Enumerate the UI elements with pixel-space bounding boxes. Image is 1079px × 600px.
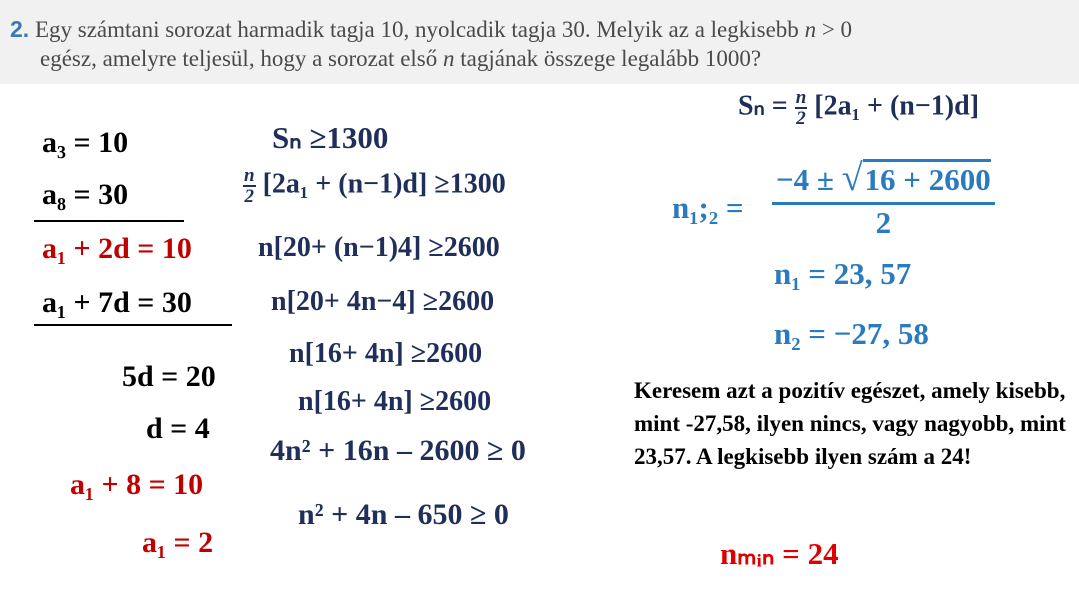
fraction-denominator: 2 — [244, 186, 255, 207]
eq-5d: 5d = 20 — [122, 360, 216, 393]
quadratic-lhs: n₁;₂ = — [672, 190, 744, 225]
sum-formula-rest: [2a₁ + (n−1)d] — [814, 90, 980, 122]
quadratic-numerator — [772, 156, 995, 205]
sum-formula-lhs: Sₙ = — [738, 90, 788, 122]
fraction-numerator: n — [244, 165, 255, 186]
problem-text-1b: > 0 — [821, 17, 853, 42]
eq-a3: a₃ = 10 — [42, 126, 129, 159]
eq-substitute: a₁ + 8 = 10 — [70, 468, 204, 501]
sum-fraction-numerator: n — [795, 87, 807, 108]
eq-system-1: a₁ + 2d = 10 — [42, 232, 192, 265]
quadratic-num-a: −4 ± — [776, 162, 834, 197]
eq-a1: a₁ = 2 — [142, 526, 214, 559]
eq-a8: a₈ = 30 — [42, 178, 129, 211]
root-n1: n₁ = 23, 57 — [774, 256, 912, 291]
sum-fraction-denominator: 2 — [796, 108, 806, 129]
problem-line-1 — [10, 16, 852, 43]
problem-var-n-2: n — [443, 46, 455, 71]
divider-line-1 — [34, 220, 184, 222]
quadratic-fraction — [772, 156, 995, 241]
ineq-5: n[16+ 4n] ≥2600 — [289, 338, 483, 369]
ineq-4: n[20+ 4n−4] ≥2600 — [271, 286, 495, 317]
problem-text-1a: Egy számtani sorozat harmadik tagja 10, nyolcadik tagja 30. Melyik az a legkisebb — [34, 17, 799, 42]
divider-line-2 — [34, 324, 232, 326]
problem-text-2b: tagjának összege legalább 1000? — [460, 46, 762, 71]
ineq-3: n[20+ (n−1)4] ≥2600 — [258, 232, 500, 263]
ineq-6: n[16+ 4n] ≥2600 — [298, 386, 492, 417]
answer-nmin: nₘᵢₙ = 24 — [720, 536, 839, 571]
root-n2: n₂ = −27, 58 — [774, 316, 929, 351]
fraction-n-over-2 — [243, 166, 256, 206]
ineq-8: n² + 4n – 650 ≥ 0 — [298, 498, 509, 531]
sqrt-icon: √ — [841, 157, 863, 199]
quadratic-denominator: 2 — [875, 205, 892, 240]
sum-formula — [738, 88, 979, 128]
sum-fraction — [795, 88, 808, 128]
problem-line-2 — [40, 46, 761, 72]
eq-system-2: a₁ + 7d = 30 — [42, 286, 192, 319]
problem-number: 2. — [10, 16, 30, 42]
eq-d: d = 4 — [146, 412, 210, 445]
ineq-7: 4n² + 16n – 2600 ≥ 0 — [270, 434, 526, 467]
quadratic-sqrt: 16 + 2600 — [863, 159, 991, 197]
ineq-1: Sₙ ≥1300 — [272, 120, 389, 155]
ineq-2 — [243, 166, 506, 206]
problem-var-n: n — [804, 17, 817, 42]
problem-text-2a: egész, amelyre teljesül, hogy a sorozat első — [40, 46, 438, 71]
ineq-2-rest: [2a₁ + (n−1)d] ≥1300 — [262, 168, 506, 200]
explanation-paragraph: Keresem azt a pozitív egészet, amely kisebb, mint -27,58, ilyen nincs, vagy nagyobb, mint 23,57. A legkisebb ilyen szám a 24! — [634, 378, 1066, 469]
problem-statement — [0, 0, 1079, 84]
